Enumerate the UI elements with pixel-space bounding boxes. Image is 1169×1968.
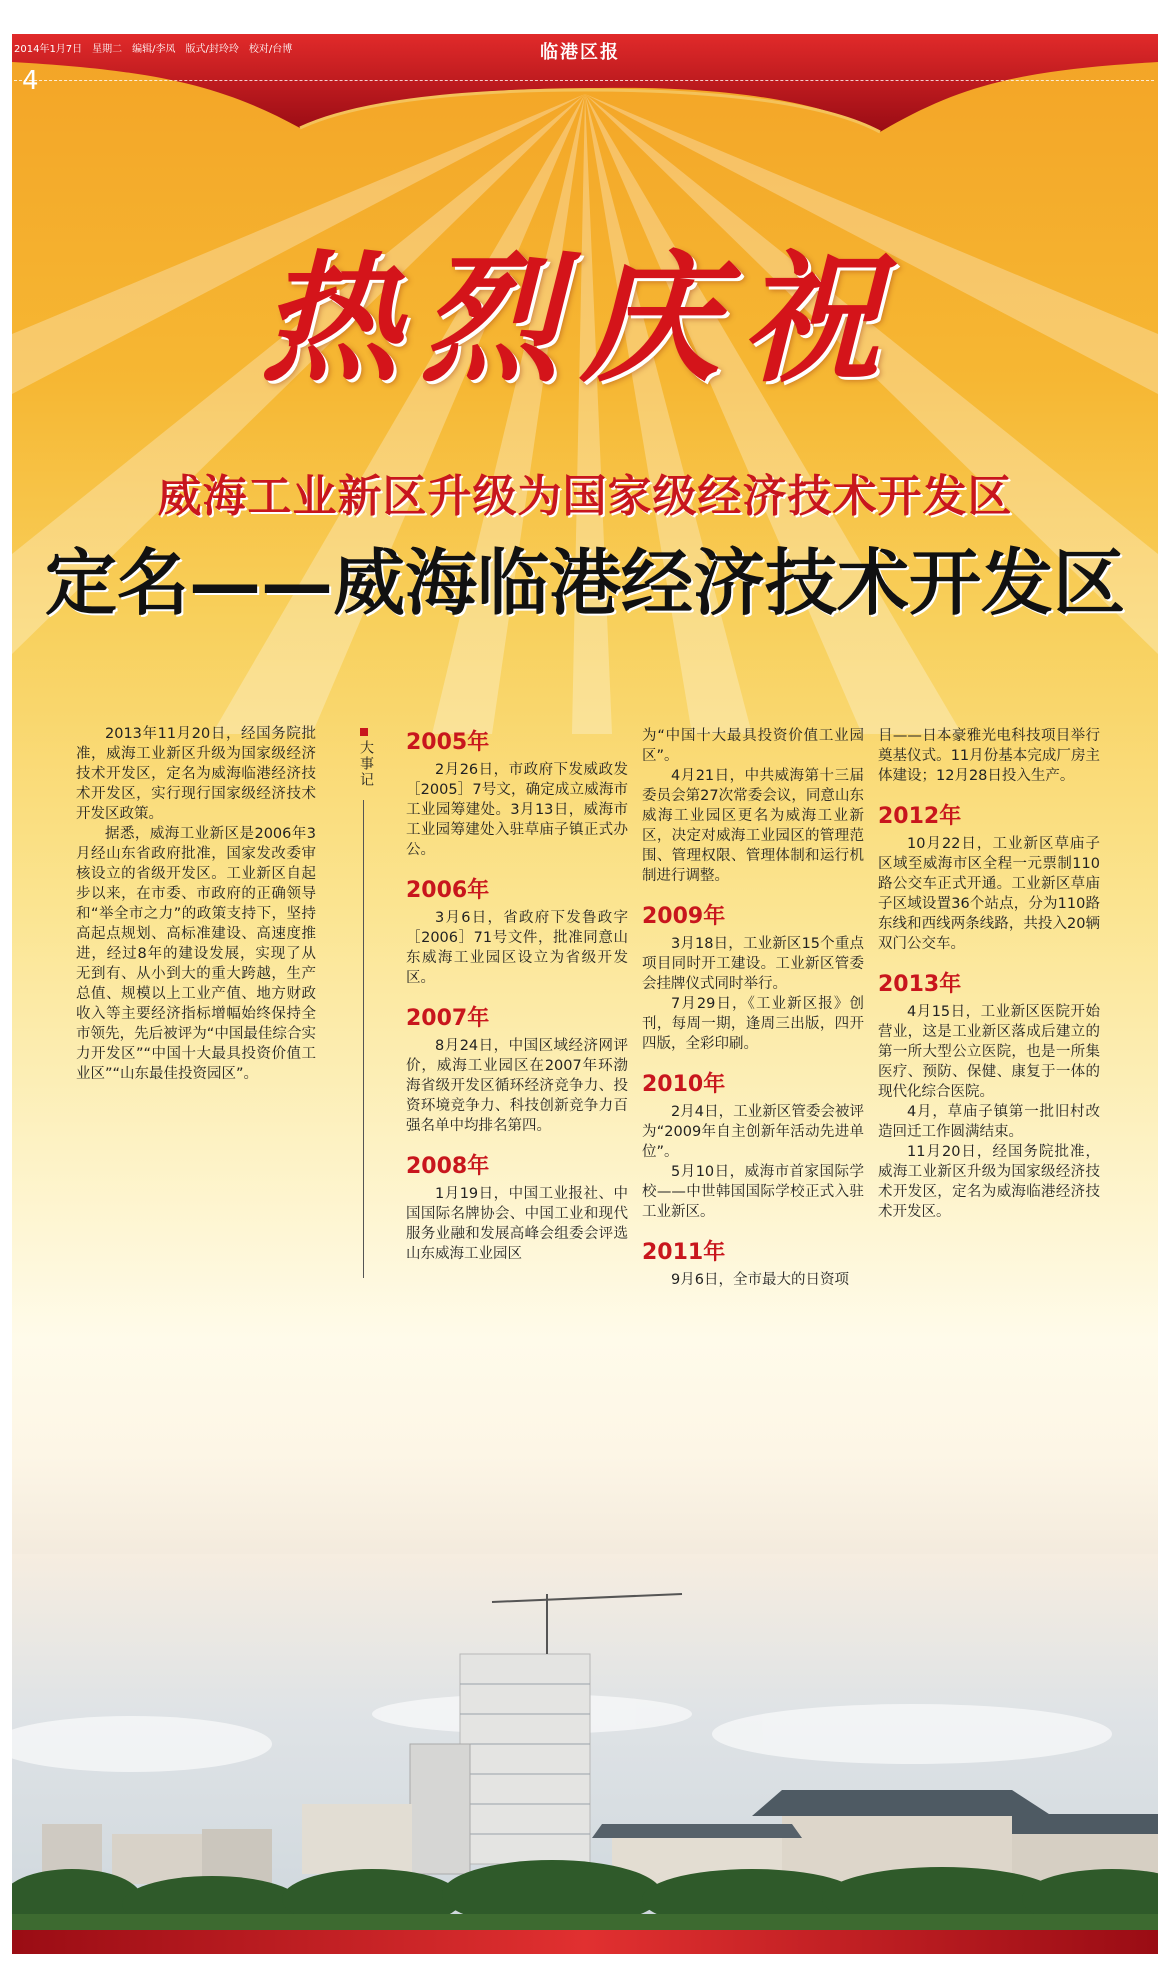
intro-paragraph: 2013年11月20日，经国务院批准，威海工业新区升级为国家级经济技术开发区，定名为威海临港经济技术开发区，实行现行国家级经济技术开发区政策。 <box>76 726 316 822</box>
timeline-entry: 7月29日，《工业新区报》创刊，每周一期，逢周三出版，四开四版，全彩印刷。 <box>642 996 864 1052</box>
timeline-entry: 2月4日，工业新区管委会被评为“2009年自主创新年活动先进单位”。 <box>642 1104 864 1160</box>
intro-article <box>76 724 316 1084</box>
timeline-column-2 <box>642 722 864 1290</box>
timeline-entry: 2月26日，市政府下发威政发［2005］7号文，确定成立威海市工业园筹建处。3月13日，威海市工业园筹建处入驻草庙子镇正式办公。 <box>406 762 628 858</box>
header-divider <box>14 80 1154 81</box>
timeline-entry: 8月24日，中国区域经济网评价，威海工业园区在2007年环渤海省级开发区循环经济竞争力、投资环境竞争力、科技创新竞争力百强名单中均排名第四。 <box>406 1038 628 1134</box>
timeline-entry: 9月6日，全市最大的日资项 <box>671 1272 849 1288</box>
year-heading: 2008年 <box>406 1154 490 1179</box>
chronicle-label-text: 大事记 <box>358 740 374 788</box>
timeline-entry: 4月，草庙子镇第一批旧村改造回迁工作圆满结束。 <box>878 1104 1100 1140</box>
masthead-logo: 临港区报 <box>540 42 620 63</box>
year-heading: 2012年 <box>878 804 962 829</box>
page-number: 4 <box>22 66 39 96</box>
year-heading: 2007年 <box>406 1006 490 1031</box>
chronicle-label <box>356 728 376 788</box>
timeline-entry: 4月21日，中共威海第十三届委员会第27次常委会议，同意山东威海工业园区更名为威海工业新区，决定对威海工业园区的管理范围、管理权限、管理体制和运行机制进行调整。 <box>642 768 864 884</box>
chronicle-divider <box>363 800 364 1278</box>
timeline-entry: 4月15日，工业新区医院开始营业，这是工业新区落成后建立的第一所大型公立医院，也是一所集医疗、预防、保健、康复于一体的现代化综合医院。 <box>878 1004 1100 1100</box>
timeline-entry: 11月20日，经国务院批准，威海工业新区升级为国家级经济技术开发区，定名为威海临港经济技术开发区。 <box>878 1144 1100 1220</box>
timeline-entry: 3月18日，工业新区15个重点项目同时开工建设。工业新区管委会挂牌仪式同时举行。 <box>642 936 864 992</box>
year-heading: 2005年 <box>406 730 490 755</box>
footer-band <box>0 1930 1169 1968</box>
celebrate-headline: 热烈庆祝 <box>259 238 900 402</box>
timeline-column-3 <box>878 722 1100 1222</box>
intro-paragraph: 据悉，威海工业新区是2006年3月经山东省政府批准，国家发改委审核设立的省级开发区。工业新区自起步以来，在市委、市政府的正确领导和“举全市之力”的政策支持下，坚持高起点规划、高标准建设、高速度推进，经过8年的建设发展，实现了从无到有、从小到大的重大跨越，生产总值、规模以上工业产值、地方财政收入等主要经济指标增幅始终保持全市领先，先后被评为“中国最佳综合实力开发区”“中国十大最具投资价值工业区”“山东最佳投资园区”。 <box>76 826 316 1082</box>
issue-meta: 2014年1月7日 星期二 编辑/李凤 版式/封玲玲 校对/台博 <box>14 44 293 55</box>
timeline-entry-continued: 为“中国十大最具投资价值工业园区”。 <box>642 728 864 764</box>
year-heading: 2013年 <box>878 972 962 997</box>
timeline-entry-continued: 目——日本豪雅光电科技项目举行奠基仪式。11月份基本完成厂房主体建设；12月28日投入生产。 <box>878 728 1100 784</box>
timeline-entry: 3月6日，省政府下发鲁政字［2006］71号文件，批准同意山东威海工业园区设立为省级开发区。 <box>406 910 628 986</box>
timeline-entry: 5月10日，威海市首家国际学校——中世韩国国际学校正式入驻工业新区。 <box>642 1164 864 1220</box>
red-square-icon <box>360 728 368 736</box>
red-curtain <box>0 0 1169 150</box>
year-heading: 2006年 <box>406 878 490 903</box>
subtitle-upgrade: 威海工业新区升级为国家级经济技术开发区 <box>157 471 1013 522</box>
timeline-entry: 10月22日，工业新区草庙子区域至威海市区全程一元票制110路公交车正式开通。工业新区草庙子区域设置36个站点，分为110路东线和西线两条线路，共投入20辆双门公交车。 <box>878 836 1100 952</box>
year-heading: 2011年 <box>642 1240 726 1265</box>
main-title-rename: 定名——威海临港经济技术开发区 <box>44 540 1125 625</box>
skyline-photo <box>12 1554 1158 1954</box>
timeline-entry: 1月19日，中国工业报社、中国国际名牌协会、中国工业和现代服务业融和发展高峰会组委会评选山东威海工业园区 <box>406 1186 628 1262</box>
timeline-column-1 <box>406 722 628 1264</box>
year-heading: 2010年 <box>642 1072 726 1097</box>
year-heading: 2009年 <box>642 904 726 929</box>
